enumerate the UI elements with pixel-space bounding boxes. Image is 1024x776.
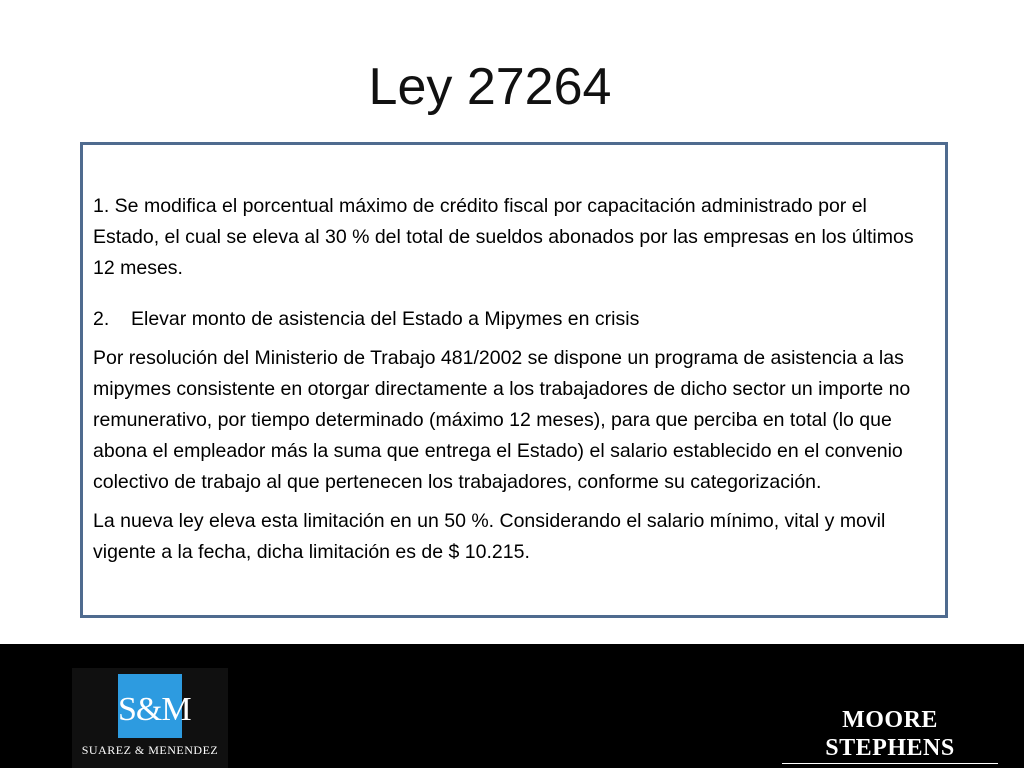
ms-firm-subtitle: CHARTERED ACCOUNTANTS (821, 766, 959, 775)
sm-firm-name: SUAREZ & MENENDEZ (81, 743, 219, 757)
sm-monogram: S&M (118, 691, 191, 728)
item-2-heading (93, 304, 935, 335)
suarez-menendez-logo (72, 668, 228, 768)
paragraph-resolucion: Por resolución del Ministerio de Trabajo 481/2002 se dispone un programa de asistencia a las mipymes consistente en otorgar directamente a los trabajadores de dicho sector un importe no remunerativo, por tiempo determinado (máximo 12 meses), para que perciba en total (lo que abona el empleador más la suma que entrega el Estado) el salario establecido en el convenio colectivo de trabajo al que pertenecen los trabajadores, conforme su categorización. (93, 347, 911, 493)
slide-title: Ley 27264 (368, 58, 612, 116)
moore-stephens-logo (782, 706, 998, 775)
sm-logo-square (118, 674, 191, 738)
paragraph-limitacion: La nueva ley eleva esta limitación en un 50 %. Considerando el salario mínimo, vital y movil vigente a la fecha, dicha limitación es de $ 10.215. (93, 510, 886, 563)
ms-firm-name: MOORE STEPHENS (825, 707, 955, 761)
footer-bar (0, 644, 1024, 775)
ms-divider (782, 763, 998, 764)
paragraph-credito-fiscal: 1. Se modifica el porcentual máximo de crédito fiscal por capacitación administrado por el Estado, el cual se eleva al 30 % del total de sueldos abonados por las empresas en los últimos 12 meses. (93, 195, 914, 279)
item-2-heading-text: Elevar monto de asistencia del Estado a Mipymes en crisis (131, 308, 640, 330)
item-2-number: 2. (93, 308, 110, 330)
content-box (80, 142, 948, 618)
